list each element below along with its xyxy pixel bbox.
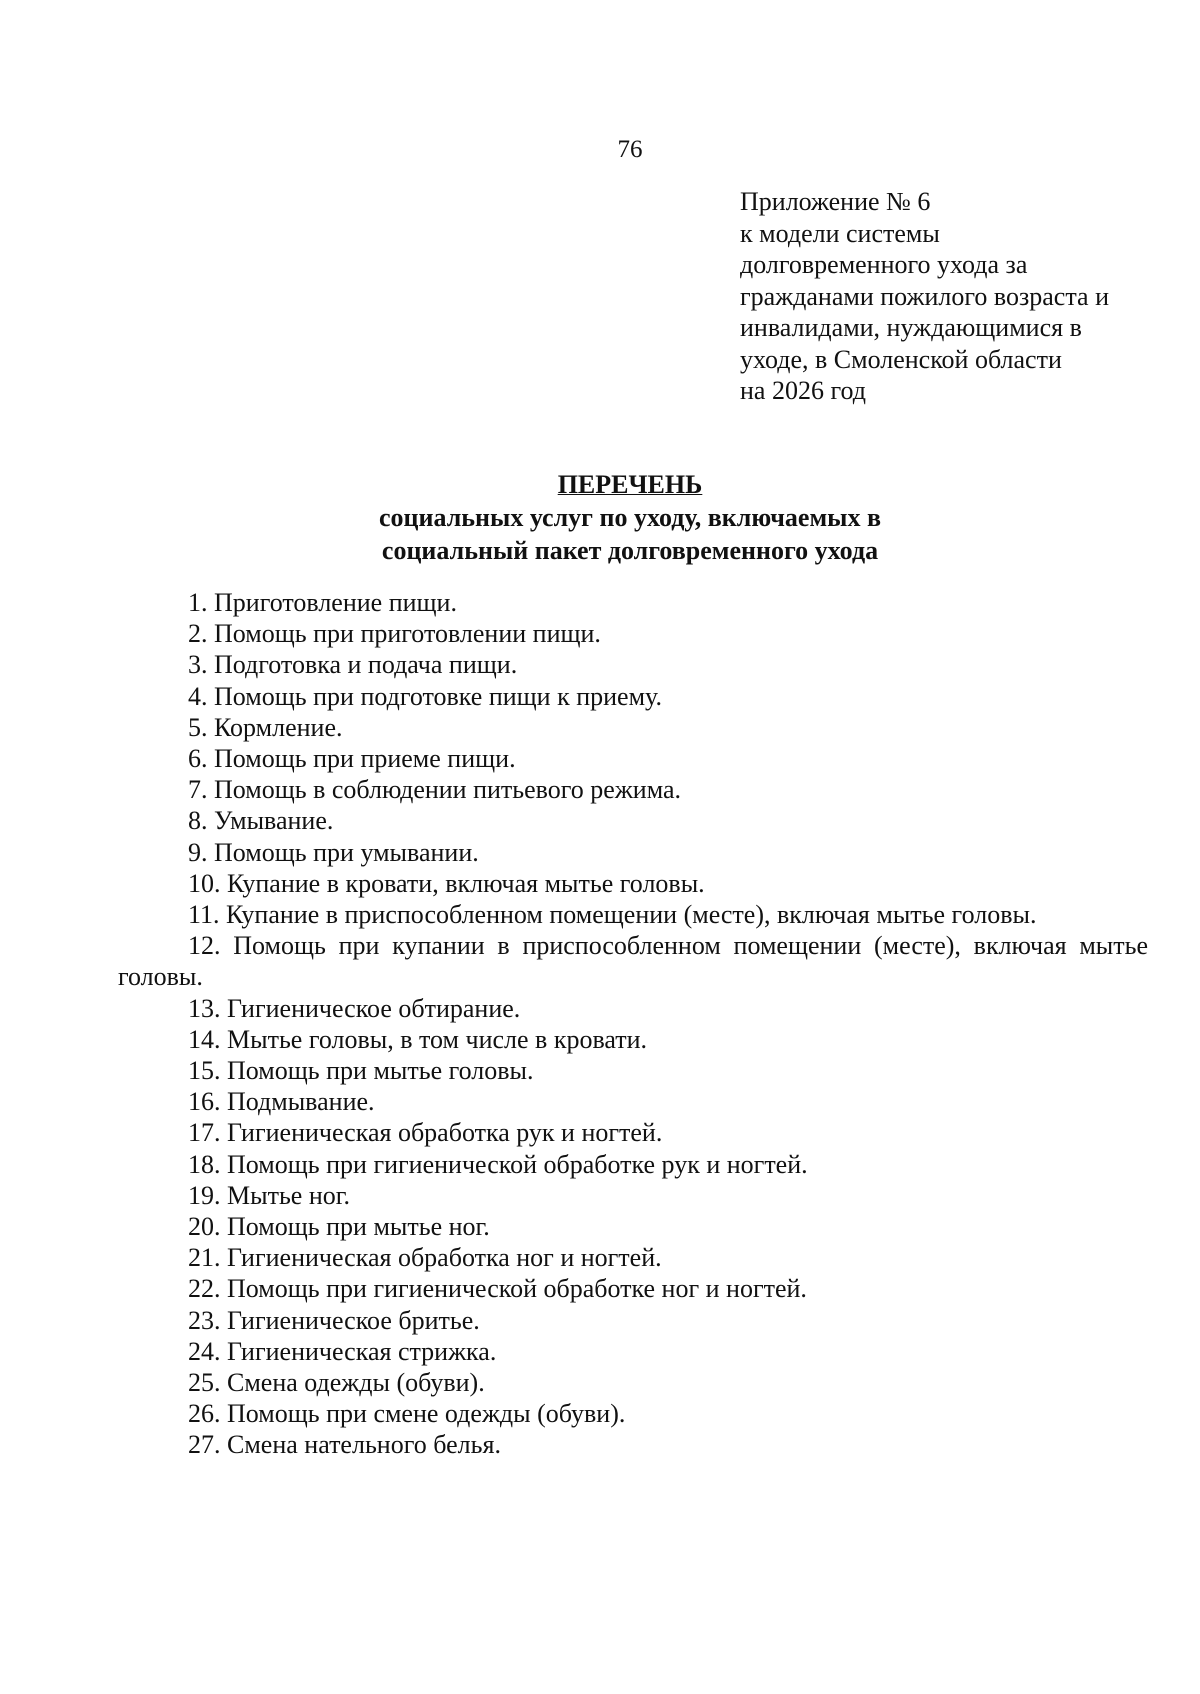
appendix-note <box>740 186 1180 407</box>
list-item: 21. Гигиеническая обработка ног и ногтей. <box>188 1243 662 1273</box>
list-item: 20. Помощь при мытье ног. <box>188 1212 490 1242</box>
list-item: 16. Подмывание. <box>188 1087 375 1117</box>
list-item: 25. Смена одежды (обуви). <box>188 1368 485 1398</box>
list-item: 6. Помощь при приеме пищи. <box>188 744 516 774</box>
document-heading <box>300 468 960 567</box>
list-item: 19. Мытье ног. <box>188 1180 350 1210</box>
appendix-line: уходе, в Смоленской области <box>740 344 1062 374</box>
appendix-line: к модели системы <box>740 218 940 248</box>
appendix-line: долговременного ухода за <box>740 250 1028 279</box>
list-item: 9. Помощь при умывании. <box>188 837 479 867</box>
list-item: 15. Помощь при мытье головы. <box>188 1056 534 1086</box>
list-item: 4. Помощь при подготовке пищи к приему. <box>188 681 662 711</box>
list-item: 11. Купание в приспособленном помещении (месте), включая мытье головы. <box>188 900 1037 930</box>
list-item: 1. Приготовление пищи. <box>188 588 457 617</box>
list-item: 17. Гигиеническая обработка рук и ногтей. <box>188 1118 663 1148</box>
list-item: 14. Мытье головы, в том числе в кровати. <box>188 1024 648 1054</box>
list-item: 8. Умывание. <box>188 806 334 836</box>
appendix-line: гражданами пожилого возраста и <box>740 281 1109 311</box>
list-item: 23. Гигиеническое бритье. <box>188 1305 480 1335</box>
list-item: 5. Кормление. <box>188 712 343 742</box>
heading-title: ПЕРЕЧЕНЬ <box>557 470 703 499</box>
appendix-line: инвалидами, нуждающимися в <box>740 313 1082 342</box>
list-item: 18. Помощь при гигиенической обработке рук и ногтей. <box>188 1149 808 1179</box>
list-item: 7. Помощь в соблюдении питьевого режима. <box>188 775 682 805</box>
list-item: 22. Помощь при гигиенической обработке ног и ногтей. <box>188 1274 807 1304</box>
list-item: 10. Купание в кровати, включая мытье головы. <box>188 868 705 898</box>
page-number: 76 <box>617 136 643 163</box>
list-item: 27. Смена нательного белья. <box>188 1430 501 1460</box>
list-item: 26. Помощь при смене одежды (обуви). <box>188 1399 626 1429</box>
heading-subtitle: социальных услуг по уходу, включаемых в <box>378 503 881 532</box>
list-item: 24. Гигиеническая стрижка. <box>188 1336 497 1366</box>
list-item: 3. Подготовка и подача пищи. <box>188 650 518 680</box>
list-item: 12. Помощь при купании в приспособленном помещении (месте), включая мытье головы. <box>118 931 1148 992</box>
appendix-line: Приложение № 6 <box>740 187 931 216</box>
list-item: 13. Гигиеническое обтирание. <box>188 993 521 1023</box>
services-list <box>118 587 1148 1461</box>
list-item: 2. Помощь при приготовлении пищи. <box>188 619 601 649</box>
appendix-line: на 2026 год <box>740 376 866 405</box>
heading-subtitle: социальный пакет долговременного ухода <box>381 536 879 565</box>
